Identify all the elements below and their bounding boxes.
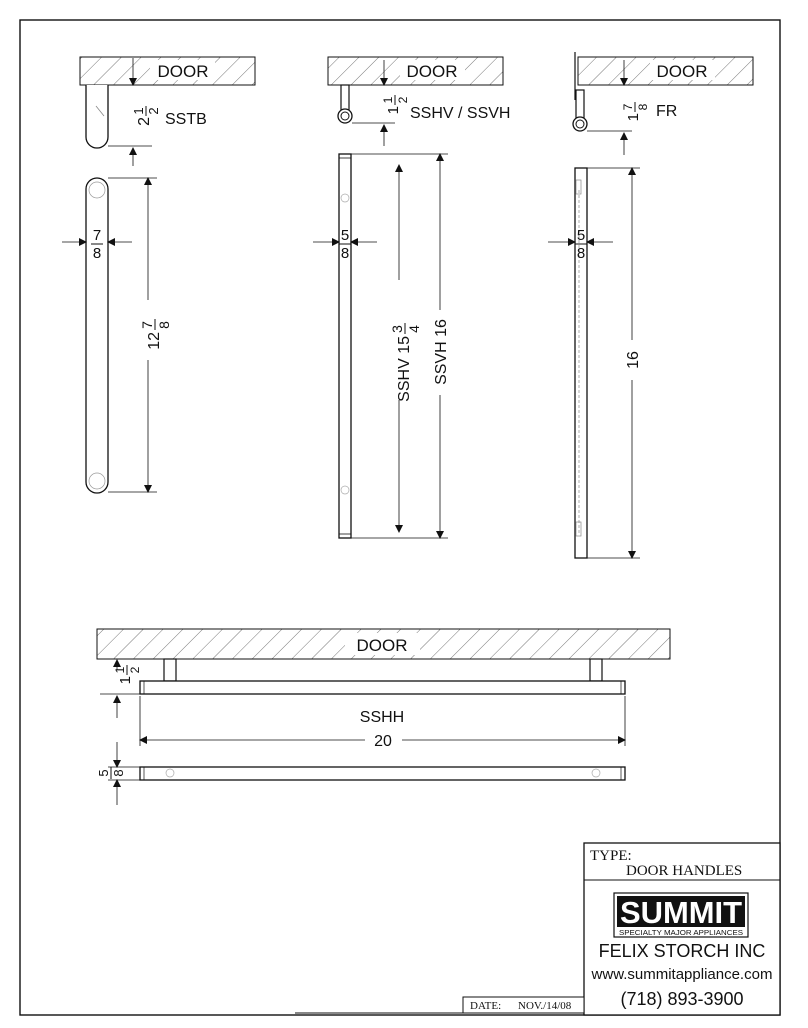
summit-logo: [614, 893, 748, 937]
svg-text:3: 3: [389, 325, 405, 333]
svg-text:4: 4: [406, 325, 422, 333]
svg-text:1: 1: [131, 107, 146, 115]
ssvh-length-value: SSVH 16: [433, 319, 450, 385]
sstb-standoff: [86, 85, 108, 148]
sstb-standoff-value: [131, 106, 161, 126]
sshh-length-value: 20: [374, 733, 392, 750]
sshh-handle-bar: [140, 681, 625, 694]
type-value: DOOR HANDLES: [626, 863, 743, 879]
sshh-standoff-value: [113, 665, 142, 684]
sshh-model-label: SSHH: [359, 709, 405, 726]
fr-standoff-value: [621, 102, 650, 121]
fr-standoff: [576, 90, 584, 120]
sstb-door-label: DOOR: [157, 62, 209, 81]
sstb-model-label: SSTB: [165, 111, 207, 128]
svg-text:2: 2: [136, 117, 153, 126]
sshv-door: [328, 57, 503, 85]
sshh-left-standoff: [164, 659, 176, 681]
svg-text:1: 1: [625, 113, 642, 122]
svg-text:8: 8: [111, 769, 126, 777]
svg-text:5: 5: [340, 227, 350, 244]
svg-text:1: 1: [117, 676, 134, 685]
company-website: www.summitappliance.com: [591, 966, 773, 983]
sstb-handle-bar: [86, 178, 108, 493]
sshh-right-standoff: [590, 659, 602, 681]
svg-text:2: 2: [128, 666, 142, 674]
svg-text:8: 8: [156, 321, 172, 329]
sshv-door-label: DOOR: [406, 62, 458, 81]
svg-text:7: 7: [621, 103, 635, 111]
sshv-length-value: [389, 323, 422, 402]
fr-length-value: 16: [625, 351, 642, 369]
svg-text:8: 8: [576, 245, 586, 262]
fr-model-label: FR: [656, 103, 678, 120]
svg-text:1: 1: [113, 666, 127, 674]
svg-text:1: 1: [381, 96, 395, 104]
company-name: FELIX STORCH INC: [598, 941, 766, 961]
sstb-length-value: [139, 319, 172, 350]
sshh-door: [97, 629, 670, 659]
sshh-bar-top-view: [140, 767, 625, 780]
svg-text:2: 2: [396, 96, 410, 104]
fr-door: [578, 57, 753, 85]
svg-text:8: 8: [92, 245, 102, 262]
sshv-handle-bar: [339, 154, 351, 538]
svg-text:5: 5: [96, 769, 111, 777]
title-block: [584, 843, 780, 1015]
company-phone: (718) 893-3900: [620, 989, 744, 1009]
sshh-door-label: DOOR: [356, 636, 408, 655]
svg-text:SSHV 15: SSHV 15: [396, 336, 413, 402]
svg-text:5: 5: [576, 227, 586, 244]
svg-text:2: 2: [146, 107, 161, 115]
svg-text:SUMMIT: SUMMIT: [620, 895, 743, 930]
sstb-view: [62, 57, 255, 493]
sshh-diameter-value: [96, 767, 126, 779]
svg-text:7: 7: [92, 227, 102, 244]
sshv-model-label: SSHV / SSVH: [410, 105, 511, 122]
svg-text:12: 12: [146, 332, 163, 350]
svg-text:SPECIALTY MAJOR APPLIANCES: SPECIALTY MAJOR APPLIANCES: [619, 930, 744, 937]
date-value: NOV./14/08: [518, 1000, 572, 1012]
svg-text:8: 8: [636, 103, 650, 111]
fr-door-label: DOOR: [656, 62, 708, 81]
fr-view: [548, 52, 753, 558]
svg-text:7: 7: [139, 321, 155, 329]
sshv-view: [313, 57, 510, 538]
type-label: TYPE:: [590, 848, 632, 864]
date-label: DATE:: [470, 1000, 502, 1012]
sshh-view: [96, 629, 670, 805]
svg-text:8: 8: [340, 245, 350, 262]
sstb-door: [80, 57, 255, 85]
svg-text:1: 1: [385, 106, 402, 115]
sshv-standoff-value: [381, 95, 410, 114]
date-block: [295, 997, 584, 1013]
